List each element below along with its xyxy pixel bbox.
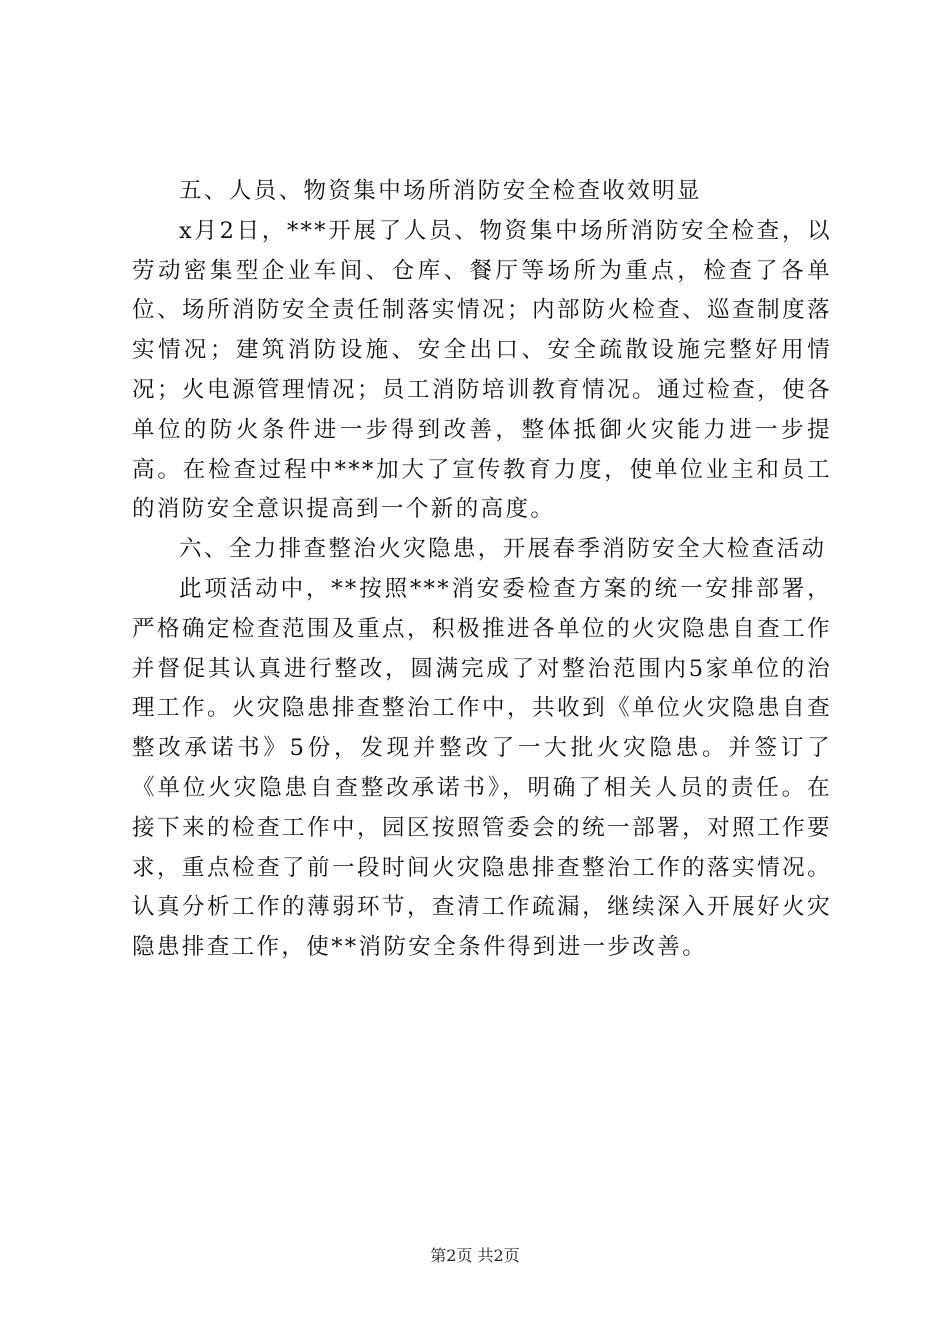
section-heading-five: 五、人员、物资集中场所消防安全检查收效明显 xyxy=(179,178,702,204)
body-paragraph: x月2日，***开展了人员、物资集中场所消防安全检查，以劳动密集型企业车间、仓库、餐厅等场所为重点，检查了各单位、场所消防安全责任制落实情况；内部防火检查、巡查制度落实情况；建筑消防设施、安全出口、安全疏散设施完整好用情况；火电源管理情况；员工消防培训教育情况。通过检查，使各单位的防火条件进一步得到改善，整体抵御火灾能力进一步提高。在检查过程中***加大了宣传教育力度，使单位业主和员工的消防安全意识提高到一个新的高度。 xyxy=(132,217,832,523)
page-footer: 第2页 共2页 xyxy=(430,1246,520,1265)
section-heading-six: 六、全力排查整治火灾隐患，开展春季消防安全大检查活动 xyxy=(179,536,827,563)
body-paragraph: 此项活动中，**按照***消安委检查方案的统一安排部署，严格确定检查范围及重点，积极推进各单位的火灾隐患自查工作并督促其认真进行整改，圆满完成了对整治范围内5家单位的治理工作。火灾隐患排查整治工作中，共收到《单位火灾隐患自查整改承诺书》5份，发现并整改了一大批火灾隐患。并签订了《单位火灾隐患自查整改承诺书》，明确了相关人员的责任。在接下来的检查工作中，园区按照管委会的统一部署，对照工作要求，重点检查了前一段时间火灾隐患排查整治工作的落实情况。认真分析工作的薄弱环节，查清工作疏漏，继续深入开展好火灾隐患排查工作，使**消防安全条件得到进一步改善。 xyxy=(132,575,832,961)
document-body xyxy=(132,172,832,968)
